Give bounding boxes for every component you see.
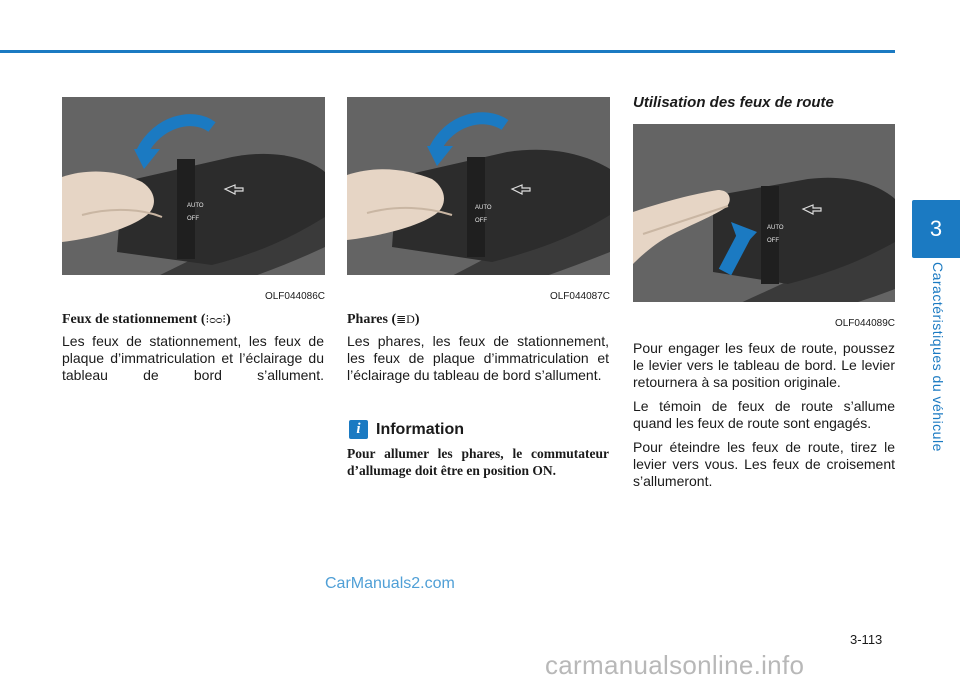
auto-label: AUTO xyxy=(767,225,784,231)
high-beam-title: Utilisation des feux de route xyxy=(633,94,834,111)
chapter-label: Caractéristiques du véhicule xyxy=(930,262,946,452)
footer-watermark: carmanualsonline.info xyxy=(545,650,805,680)
heading-text: Phares ( xyxy=(347,312,397,327)
off-label: OFF xyxy=(187,216,199,222)
figure-code: OLF044089C xyxy=(834,318,895,329)
body-paragraph: Pour éteindre les feux de route, tirez le levier vers vous. Les feux de croisement s’allumeront. xyxy=(633,439,895,489)
page-number: 3-113 xyxy=(850,632,883,647)
body-paragraph: Les phares, les feux de stationnement, les feux de plaque d’immatriculation et l’éclairage du tableau de bord s’allument. xyxy=(347,333,609,383)
headlights-icon: ≣D xyxy=(396,312,415,326)
figure-code: OLF044086C xyxy=(264,291,325,302)
heading-close: ) xyxy=(414,312,420,327)
body-paragraph: Le témoin de feux de route s’allume quand les feux de route sont engagés. xyxy=(633,398,895,431)
figure-high-beam xyxy=(633,124,895,302)
off-label: OFF xyxy=(767,238,779,244)
site-watermark-link[interactable]: CarManuals2.com xyxy=(325,575,455,592)
parking-lights-body xyxy=(62,333,324,391)
high-beam-body xyxy=(633,340,895,497)
info-title: Information xyxy=(376,421,464,438)
info-icon: i xyxy=(349,420,368,439)
figure-code: OLF044087C xyxy=(549,291,610,302)
auto-label: AUTO xyxy=(187,203,204,209)
figure-parking-lights xyxy=(62,97,325,275)
parking-lights-icon: ⁝ᴑᴑ⁝ xyxy=(205,312,227,326)
body-paragraph: Les feux de stationnement, les feux de plaque d’immatriculation et l’éclairage du tableau de bord s’allument. xyxy=(62,333,324,383)
headlights-body xyxy=(347,333,609,391)
chapter-tab xyxy=(912,200,960,258)
info-text: Pour allumer les phares, le commutateur d’allumage doit être en position ON. xyxy=(347,446,609,478)
headlights-heading xyxy=(347,312,420,328)
heading-close: ) xyxy=(226,312,231,327)
body-paragraph: Pour engager les feux de route, poussez le levier vers le tableau de bord. Le levier retournera à sa position originale. xyxy=(633,340,895,390)
parking-lights-heading xyxy=(62,312,231,328)
off-label: OFF xyxy=(475,218,487,224)
heading-text: Feux de stationnement ( xyxy=(62,312,206,327)
auto-label: AUTO xyxy=(475,205,492,211)
chapter-number: 3 xyxy=(929,216,943,241)
top-rule xyxy=(0,50,895,53)
figure-headlights xyxy=(347,97,610,275)
